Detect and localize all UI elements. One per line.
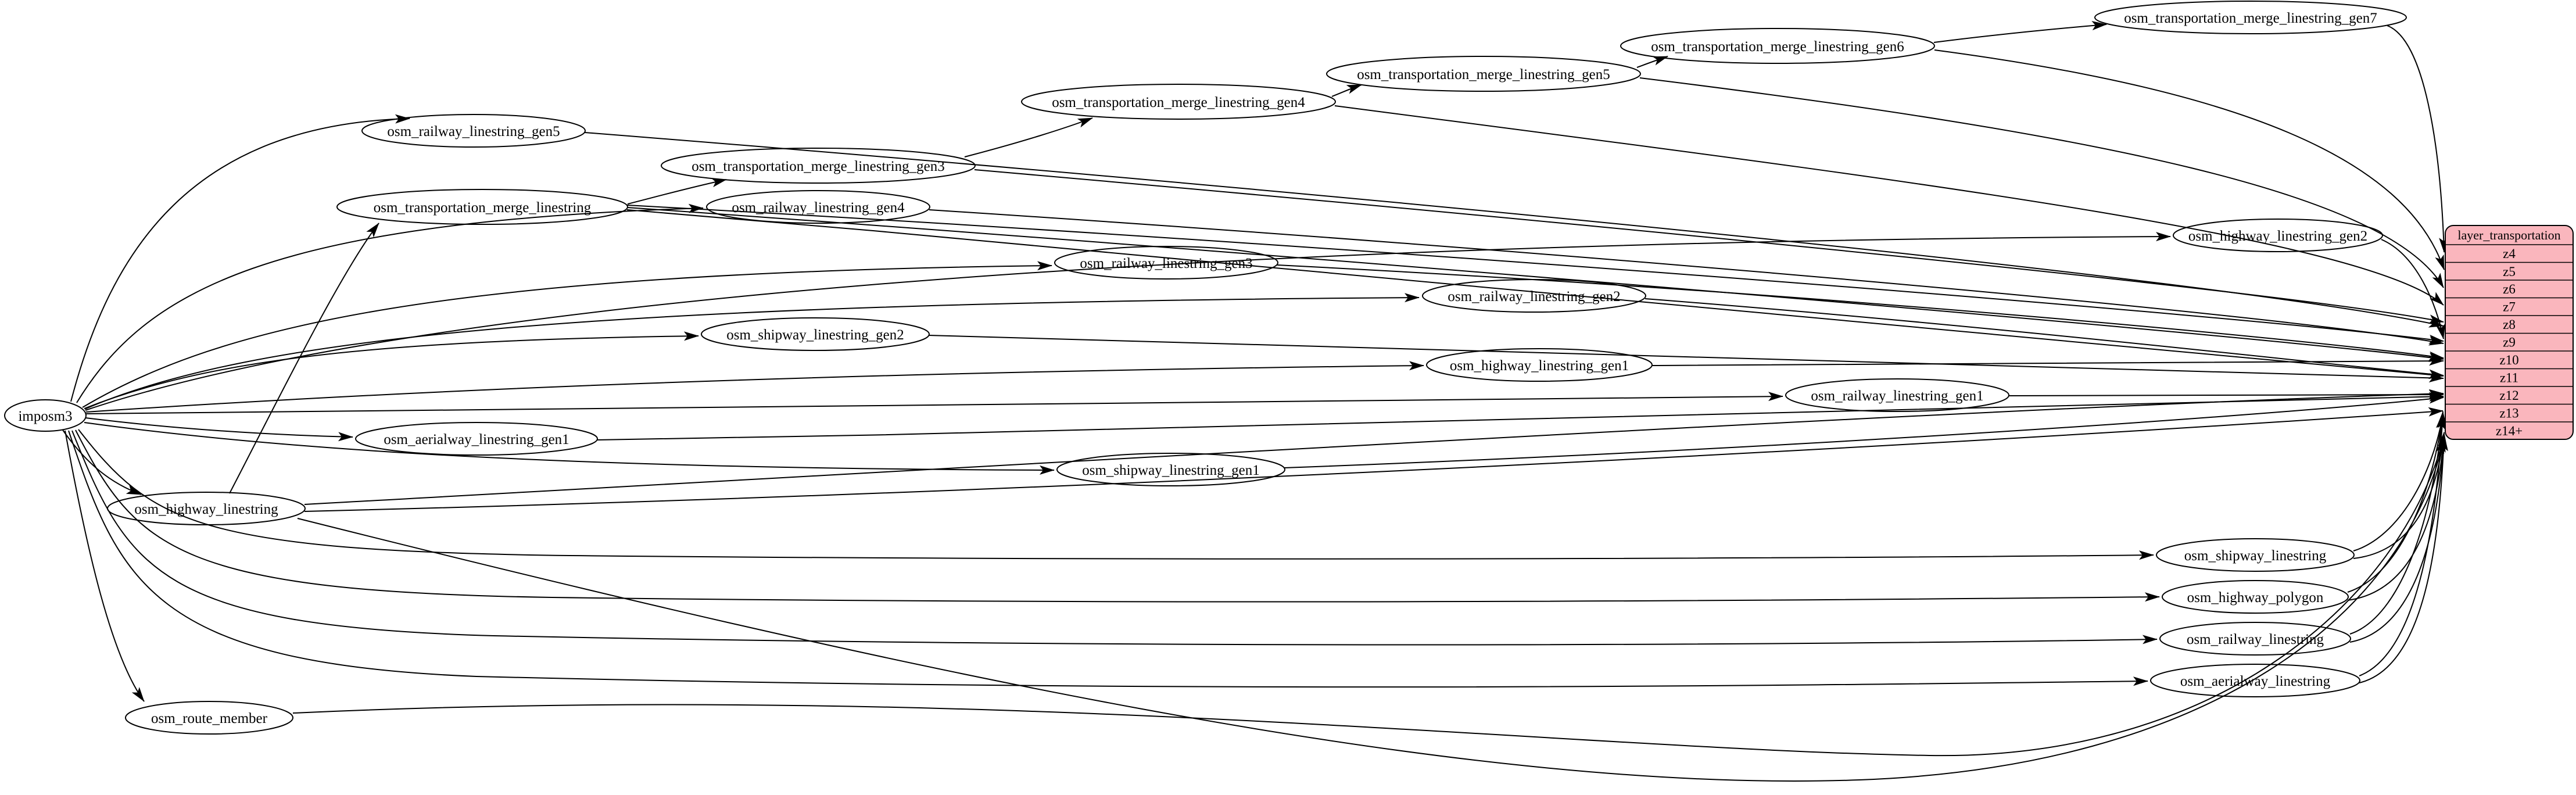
edge-railway-to-z14 (2350, 435, 2444, 642)
record-layer-transportation (2445, 225, 2573, 439)
node-osm-highway-linestring-gen1 (1427, 349, 1652, 381)
edge-shipway-gen1-to-z12 (1284, 398, 2444, 468)
record-row-z4: z4 (2503, 246, 2516, 261)
edge-highway-polygon-to-z14 (2348, 434, 2444, 600)
edge-highway-to-z13 (304, 411, 2443, 511)
node-label: osm_transportation_merge_linestring (373, 200, 592, 216)
edge-merge-gen6-to-merge-gen7 (1934, 24, 2106, 42)
edge-railway-to-z13 (2350, 411, 2443, 634)
edge-imposm3-to-osm-route-member (65, 431, 144, 701)
record-row-z5: z5 (2503, 264, 2516, 279)
node-label: osm_aerialway_linestring_gen1 (384, 432, 569, 447)
node-osm-transportation-merge-linestring-gen5 (1327, 56, 1640, 91)
edge-imposm3-to-osm-highway-polygon (76, 430, 2159, 602)
node-label: osm_railway_linestring_gen5 (387, 124, 560, 139)
record-row-z7: z7 (2503, 299, 2516, 314)
edge-imposm3-to-osm-shipway-linestring-gen2 (84, 336, 698, 409)
node-label: osm_transportation_merge_linestring_gen5 (1357, 67, 1610, 83)
edge-merge-gen4-to-z7 (1335, 106, 2444, 305)
node-label: osm_shipway_linestring_gen2 (726, 327, 904, 343)
record-row-z13: z13 (2499, 406, 2519, 421)
node-label: osm_shipway_linestring_gen1 (1082, 463, 1260, 478)
node-osm-railway-linestring-gen2 (1423, 280, 1646, 312)
edge-shipway-to-z13 (2353, 414, 2443, 551)
node-osm-transportation-merge-linestring-gen4 (1022, 84, 1335, 119)
edge-osm-highway-linestring-to-merge (230, 223, 379, 493)
node-label: osm_transportation_merge_linestring_gen7 (2124, 10, 2377, 26)
edge-shipway-gen2-to-z11 (929, 335, 2444, 378)
node-label: osm_highway_linestring (134, 502, 278, 517)
node-osm-railway-linestring-gen3 (1055, 246, 1278, 279)
node-label: osm_railway_linestring_gen2 (1448, 289, 1621, 305)
edge-merge-gen5-to-z6 (1640, 78, 2444, 288)
node-osm-route-member (126, 701, 293, 734)
node-label: osm_route_member (151, 711, 267, 726)
edge-highway-to-z12 (304, 393, 2444, 504)
node-imposm3-label: imposm3 (18, 409, 73, 424)
node-osm-aerialway-linestring (2151, 664, 2360, 697)
edge-railway-gen3-to-z10 (1277, 265, 2444, 358)
node-label: osm_highway_linestring_gen1 (1449, 358, 1629, 374)
edge-imposm3-to-osm-railway-linestring-gen5 (71, 119, 410, 402)
node-osm-aerialway-linestring-gen1 (356, 422, 597, 455)
node-osm-transportation-merge-linestring-gen3 (661, 148, 975, 183)
node-osm-shipway-linestring-gen2 (701, 318, 929, 350)
edge-aerialway-gen1-to-z12 (597, 396, 2444, 440)
node-label: osm_shipway_linestring (2184, 548, 2327, 564)
node-label: osm_highway_polygon (2187, 590, 2324, 606)
node-imposm3 (5, 400, 86, 431)
node-label: osm_railway_linestring_gen1 (1811, 388, 1984, 404)
edge-imposm3-to-osm-railway-linestring-gen4 (77, 208, 703, 403)
edge-merge-gen4-to-merge-gen5 (1332, 85, 1362, 96)
record-title: layer_transportation (2457, 228, 2561, 242)
node-osm-transportation-merge-linestring-gen7 (2095, 1, 2406, 34)
edge-merge-to-merge-gen3 (628, 180, 726, 204)
edge-railway-gen2-to-z11 (1645, 299, 2444, 375)
node-label: osm_railway_linestring_gen3 (1080, 256, 1253, 271)
edge-highway-to-z14 (298, 438, 2444, 781)
record-row-z10: z10 (2499, 353, 2519, 367)
edge-merge-gen3-to-z8 (974, 170, 2444, 322)
node-label: osm_railway_linestring_gen4 (732, 200, 905, 216)
record-row-z6: z6 (2503, 282, 2516, 296)
record-row-z12: z12 (2499, 388, 2519, 403)
node-osm-highway-polygon (2162, 581, 2348, 613)
node-label: osm_transportation_merge_linestring_gen3 (692, 159, 945, 174)
record-row-z9: z9 (2503, 335, 2516, 350)
node-label: osm_highway_linestring_gen2 (2188, 228, 2368, 244)
edge-imposm3-to-osm-highway-linestring-gen1 (86, 366, 1424, 412)
node-osm-highway-linestring (108, 492, 305, 525)
node-label: osm_transportation_merge_linestring_gen6 (1651, 39, 1904, 55)
node-osm-railway-linestring-gen1 (1786, 379, 2009, 411)
node-label: osm_aerialway_linestring (2180, 674, 2331, 689)
node-osm-railway-linestring (2160, 622, 2351, 655)
edge-imposm3-to-osm-shipway-linestring (78, 429, 2154, 559)
record-row-z14: z14+ (2495, 424, 2523, 438)
record-row-z11: z11 (2499, 370, 2519, 385)
node-osm-railway-linestring-gen5 (362, 114, 585, 147)
edge-imposm3-to-osm-railway-linestring-gen2 (85, 298, 1419, 409)
edge-merge-gen3-to-merge-gen4 (965, 118, 1092, 157)
node-osm-transportation-merge-linestring-gen6 (1621, 28, 1934, 63)
edge-imposm3-to-osm-railway-linestring-gen1 (86, 396, 1783, 414)
node-label: osm_transportation_merge_linestring_gen4 (1052, 95, 1305, 110)
node-osm-transportation-merge-linestring (337, 189, 628, 224)
node-osm-shipway-linestring (2156, 539, 2354, 571)
node-osm-railway-linestring-gen4 (707, 191, 930, 223)
node-label: osm_railway_linestring (2186, 632, 2324, 647)
record-row-z8: z8 (2503, 317, 2516, 332)
edge-merge-to-z9 (627, 205, 2444, 341)
